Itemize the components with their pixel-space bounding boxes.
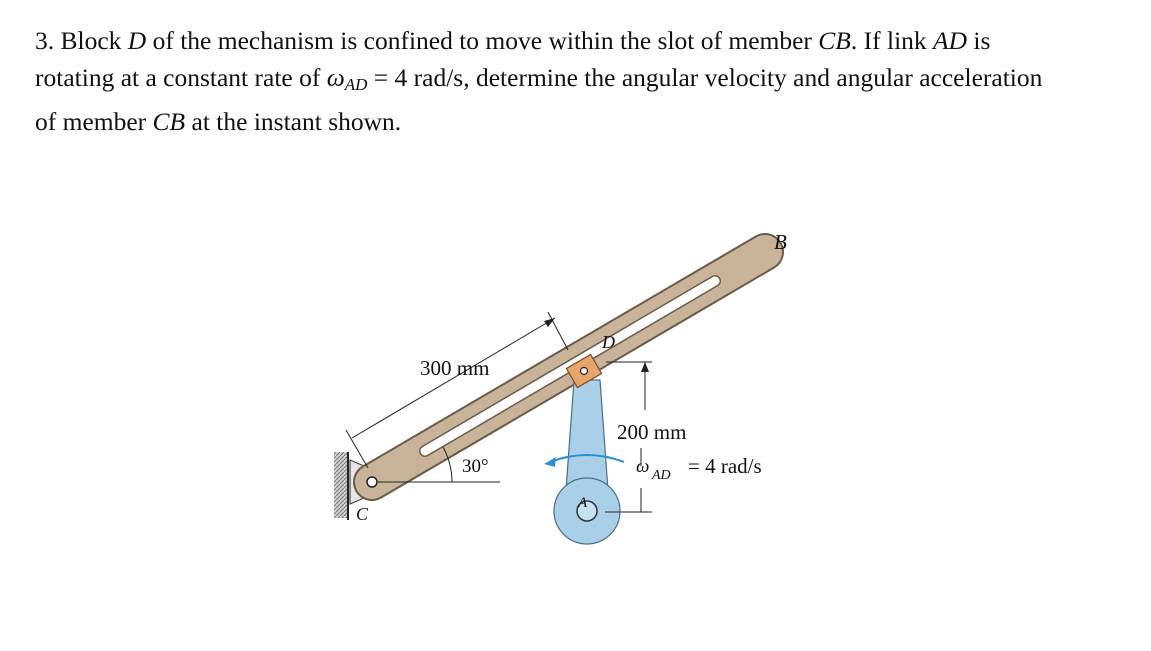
link-name: AD xyxy=(933,26,968,55)
omega-label: ω xyxy=(636,456,650,477)
text-fragment: at the instant shown. xyxy=(191,107,402,136)
text-fragment: = 4 rad/s, determine the angular velocity and angular acceleration xyxy=(373,63,1043,92)
problem-number: 3. xyxy=(35,26,55,55)
ground-support xyxy=(334,452,348,518)
label-a: A xyxy=(578,495,588,511)
text-fragment: rotating at a constant rate of xyxy=(35,63,321,92)
omega-subscript-label: AD xyxy=(652,468,671,483)
block-name: D xyxy=(127,26,147,55)
dim-300-label: 300 mm xyxy=(420,356,490,380)
text-fragment: of the mechanism is confined to move within the slot of member xyxy=(152,26,812,55)
text-fragment: is xyxy=(973,26,991,55)
link-ad xyxy=(566,380,608,490)
dim-300-ext-1 xyxy=(346,430,368,468)
label-c: C xyxy=(356,504,369,524)
text-fragment: of member xyxy=(35,107,147,136)
pin-c xyxy=(367,477,377,487)
omega-symbol: ω xyxy=(326,63,345,92)
dim-200-label: 200 mm xyxy=(617,420,687,444)
text-fragment: . If link xyxy=(850,26,927,55)
angle-label: 30° xyxy=(462,456,489,477)
label-d: D xyxy=(602,332,615,352)
label-b: B xyxy=(774,230,787,254)
dim-200-arrow xyxy=(641,362,649,372)
dim-300-ext-2 xyxy=(548,312,568,350)
text-fragment: Block xyxy=(60,26,122,55)
omega-subscript: AD xyxy=(344,75,368,94)
member-name: CB xyxy=(818,26,851,55)
omega-arrowhead xyxy=(544,457,556,467)
omega-value-label: = 4 rad/s xyxy=(688,454,762,478)
pin-d xyxy=(581,368,588,375)
member-name: CB xyxy=(152,107,186,136)
